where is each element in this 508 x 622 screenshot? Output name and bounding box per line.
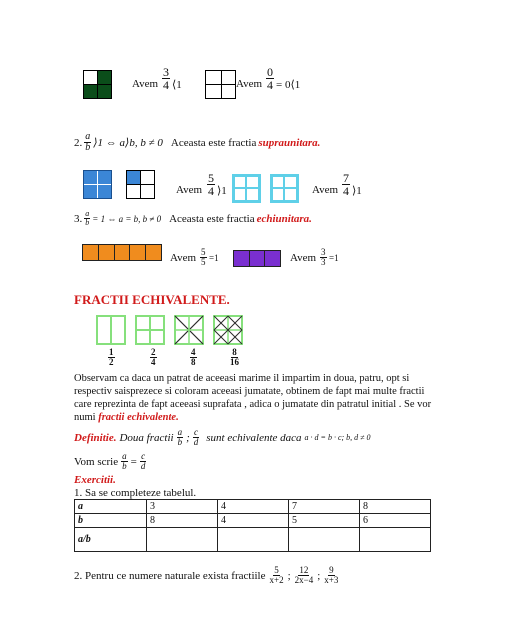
exercises-title: Exercitii. xyxy=(74,474,116,486)
row3-avem2: Avem xyxy=(312,184,339,196)
denominator: x+3 xyxy=(324,575,339,585)
equiv-fraction-3 xyxy=(190,348,197,367)
row4-compare-1: =1 xyxy=(209,253,219,263)
row3-fraction-2 xyxy=(342,172,350,197)
table-cell: b xyxy=(75,514,147,528)
table-row xyxy=(75,514,431,528)
definition-fraction-1 xyxy=(177,428,184,447)
table-cell: 4 xyxy=(218,514,289,528)
numerator: 1 xyxy=(109,347,114,357)
item2-number: 2. xyxy=(74,136,83,149)
square-cyan-full xyxy=(232,174,261,203)
table-cell: 7 xyxy=(289,500,360,514)
item2-fraction xyxy=(84,132,91,153)
row1-fraction-2 xyxy=(266,66,274,91)
table-cell: a/b xyxy=(75,528,147,552)
table-cell: a xyxy=(75,500,147,514)
denominator: 4 xyxy=(267,78,273,92)
equiv-fraction-2 xyxy=(150,348,157,367)
numerator: 5 xyxy=(274,565,279,575)
item2-text: Aceasta este fractia xyxy=(170,136,257,149)
paragraph-text: Observam ca daca un patrat de aceeasi marime il impartim in doua, patru, opt si respectiv saisprezece si coloram aceeasi jumatate, obtinem de fapt mai multe fractii care reprezinta de fapt aceeasi suprafata , adica o jumatate din patratul initial . Se vor numi xyxy=(74,373,432,423)
denominator: b xyxy=(85,218,90,227)
row3-fraction-1 xyxy=(207,172,215,197)
exercise-2-fraction-2 xyxy=(294,566,315,585)
row3-avem1: Avem xyxy=(176,184,203,196)
item3-line xyxy=(74,210,312,227)
table-cell[interactable] xyxy=(147,528,218,552)
denominator: 3 xyxy=(321,257,326,267)
denominator: 2 xyxy=(109,357,114,367)
numerator: a xyxy=(177,427,183,437)
denominator: 4 xyxy=(343,184,349,198)
item2-highlight: supraunitara. xyxy=(258,136,321,149)
row3-compare-2: ⟩1 xyxy=(352,185,362,197)
section-heading: FRACTII ECHIVALENTE. xyxy=(74,292,230,307)
exercise-table xyxy=(74,499,431,552)
definition-fraction-2 xyxy=(193,428,200,447)
item2-condition: ⟩1 ⇔ a⟩b, b ≠ 0 xyxy=(93,137,163,149)
exercise-1: 1. Sa se completeze tabelul. xyxy=(74,487,197,499)
definition-line xyxy=(74,428,371,447)
table-cell: 8 xyxy=(360,500,431,514)
item3-highlight: echiunitara. xyxy=(256,212,312,225)
row4-fraction-1 xyxy=(200,248,207,267)
numerator: 4 xyxy=(191,347,196,357)
numerator: 7 xyxy=(343,171,349,185)
row1-avem2: Avem xyxy=(236,78,263,90)
table-cell: 4 xyxy=(218,500,289,514)
item3-condition: = 1 ⇔ a = b, b ≠ 0 xyxy=(92,213,162,224)
numerator: c xyxy=(141,451,146,461)
row1-fraction-1 xyxy=(162,66,170,91)
numerator: c xyxy=(193,427,198,437)
item2-line xyxy=(74,132,320,153)
exercise-2-text: 2. Pentru ce numere naturale exista fractiile xyxy=(74,569,266,582)
denominator: 16 xyxy=(230,357,239,367)
row1-compare-2: = 0⟨1 xyxy=(276,79,301,91)
numerator: 2 xyxy=(151,347,156,357)
green-square-halves xyxy=(96,315,126,345)
table-cell: 3 xyxy=(147,500,218,514)
definition-condition: a · d = b · c; b, d ≠ 0 xyxy=(304,433,371,442)
square-blue-full xyxy=(83,170,112,199)
square-blue-one-quarter xyxy=(126,170,155,199)
denominator: 8 xyxy=(191,357,196,367)
row1-avem1: Avem xyxy=(132,78,159,90)
paragraph-highlight: fractii echivalente. xyxy=(98,412,179,423)
numerator: 5 xyxy=(208,171,214,185)
denominator: 4 xyxy=(208,184,214,198)
numerator: 3 xyxy=(163,65,169,79)
notation-text: Vom scrie xyxy=(74,455,119,468)
row4-avem1: Avem xyxy=(170,252,197,264)
square-three-quarters xyxy=(83,70,112,99)
row4-compare-2: =1 xyxy=(329,253,339,263)
exercise-2-fraction-1 xyxy=(269,566,285,585)
numerator: a xyxy=(122,451,127,461)
row1-compare-1: ⟨1 xyxy=(172,79,182,91)
table-cell: 5 xyxy=(289,514,360,528)
numerator: 8 xyxy=(232,347,237,357)
denominator: d xyxy=(140,461,146,471)
purple-bar-three-thirds xyxy=(233,250,281,267)
denominator: 5 xyxy=(201,257,206,267)
numerator: 9 xyxy=(329,565,334,575)
table-row xyxy=(75,528,431,552)
notation-fraction-2 xyxy=(140,452,147,471)
table-cell[interactable] xyxy=(289,528,360,552)
equiv-fraction-1 xyxy=(108,348,115,367)
definition-label: Definitie. xyxy=(74,431,117,444)
explanation-paragraph xyxy=(74,372,436,424)
denominator: x+2 xyxy=(269,575,284,585)
definition-text-2: sunt echivalente daca xyxy=(206,431,302,444)
row3-compare-1: ⟩1 xyxy=(217,185,227,197)
numerator: 3 xyxy=(321,247,326,257)
item3-fraction xyxy=(84,210,90,227)
square-cyan-three-quarters xyxy=(270,174,299,203)
item3-text: Aceasta este fractia xyxy=(169,212,255,225)
exercise-2-fraction-3 xyxy=(323,566,339,585)
denominator: b xyxy=(177,437,183,447)
orange-bar-five-fifths xyxy=(82,244,162,261)
denominator: b xyxy=(122,461,127,471)
green-square-quarters xyxy=(135,315,165,345)
exercise-2-separator: ; xyxy=(287,569,291,582)
denominator: 2x−4 xyxy=(294,575,314,585)
table-cell: 8 xyxy=(147,514,218,528)
table-cell[interactable] xyxy=(360,528,431,552)
numerator: a xyxy=(85,209,90,218)
numerator: a xyxy=(85,131,91,142)
denominator: d xyxy=(193,437,199,447)
numerator: 0 xyxy=(267,65,273,79)
notation-fraction-1 xyxy=(121,452,128,471)
row4-fraction-2 xyxy=(320,248,327,267)
row4-avem2: Avem xyxy=(290,252,317,264)
notation-equals: = xyxy=(130,455,137,468)
table-cell[interactable] xyxy=(218,528,289,552)
numerator: 12 xyxy=(299,565,309,575)
denominator: b xyxy=(85,142,91,153)
green-square-eighths xyxy=(174,315,204,345)
denominator: 4 xyxy=(151,357,156,367)
item3-number: 3. xyxy=(74,212,83,225)
denominator: 4 xyxy=(163,78,169,92)
table-row xyxy=(75,500,431,514)
equiv-fraction-4 xyxy=(229,348,240,367)
definition-separator: ; xyxy=(186,431,190,444)
exercise-2-separator: ; xyxy=(317,569,321,582)
table-cell: 6 xyxy=(360,514,431,528)
numerator: 5 xyxy=(201,247,206,257)
square-empty-quarters xyxy=(205,70,236,99)
notation-line xyxy=(74,452,146,471)
definition-text-1: Doua fractii xyxy=(119,431,174,444)
green-square-sixteenths xyxy=(213,315,243,345)
exercise-2 xyxy=(74,566,339,585)
